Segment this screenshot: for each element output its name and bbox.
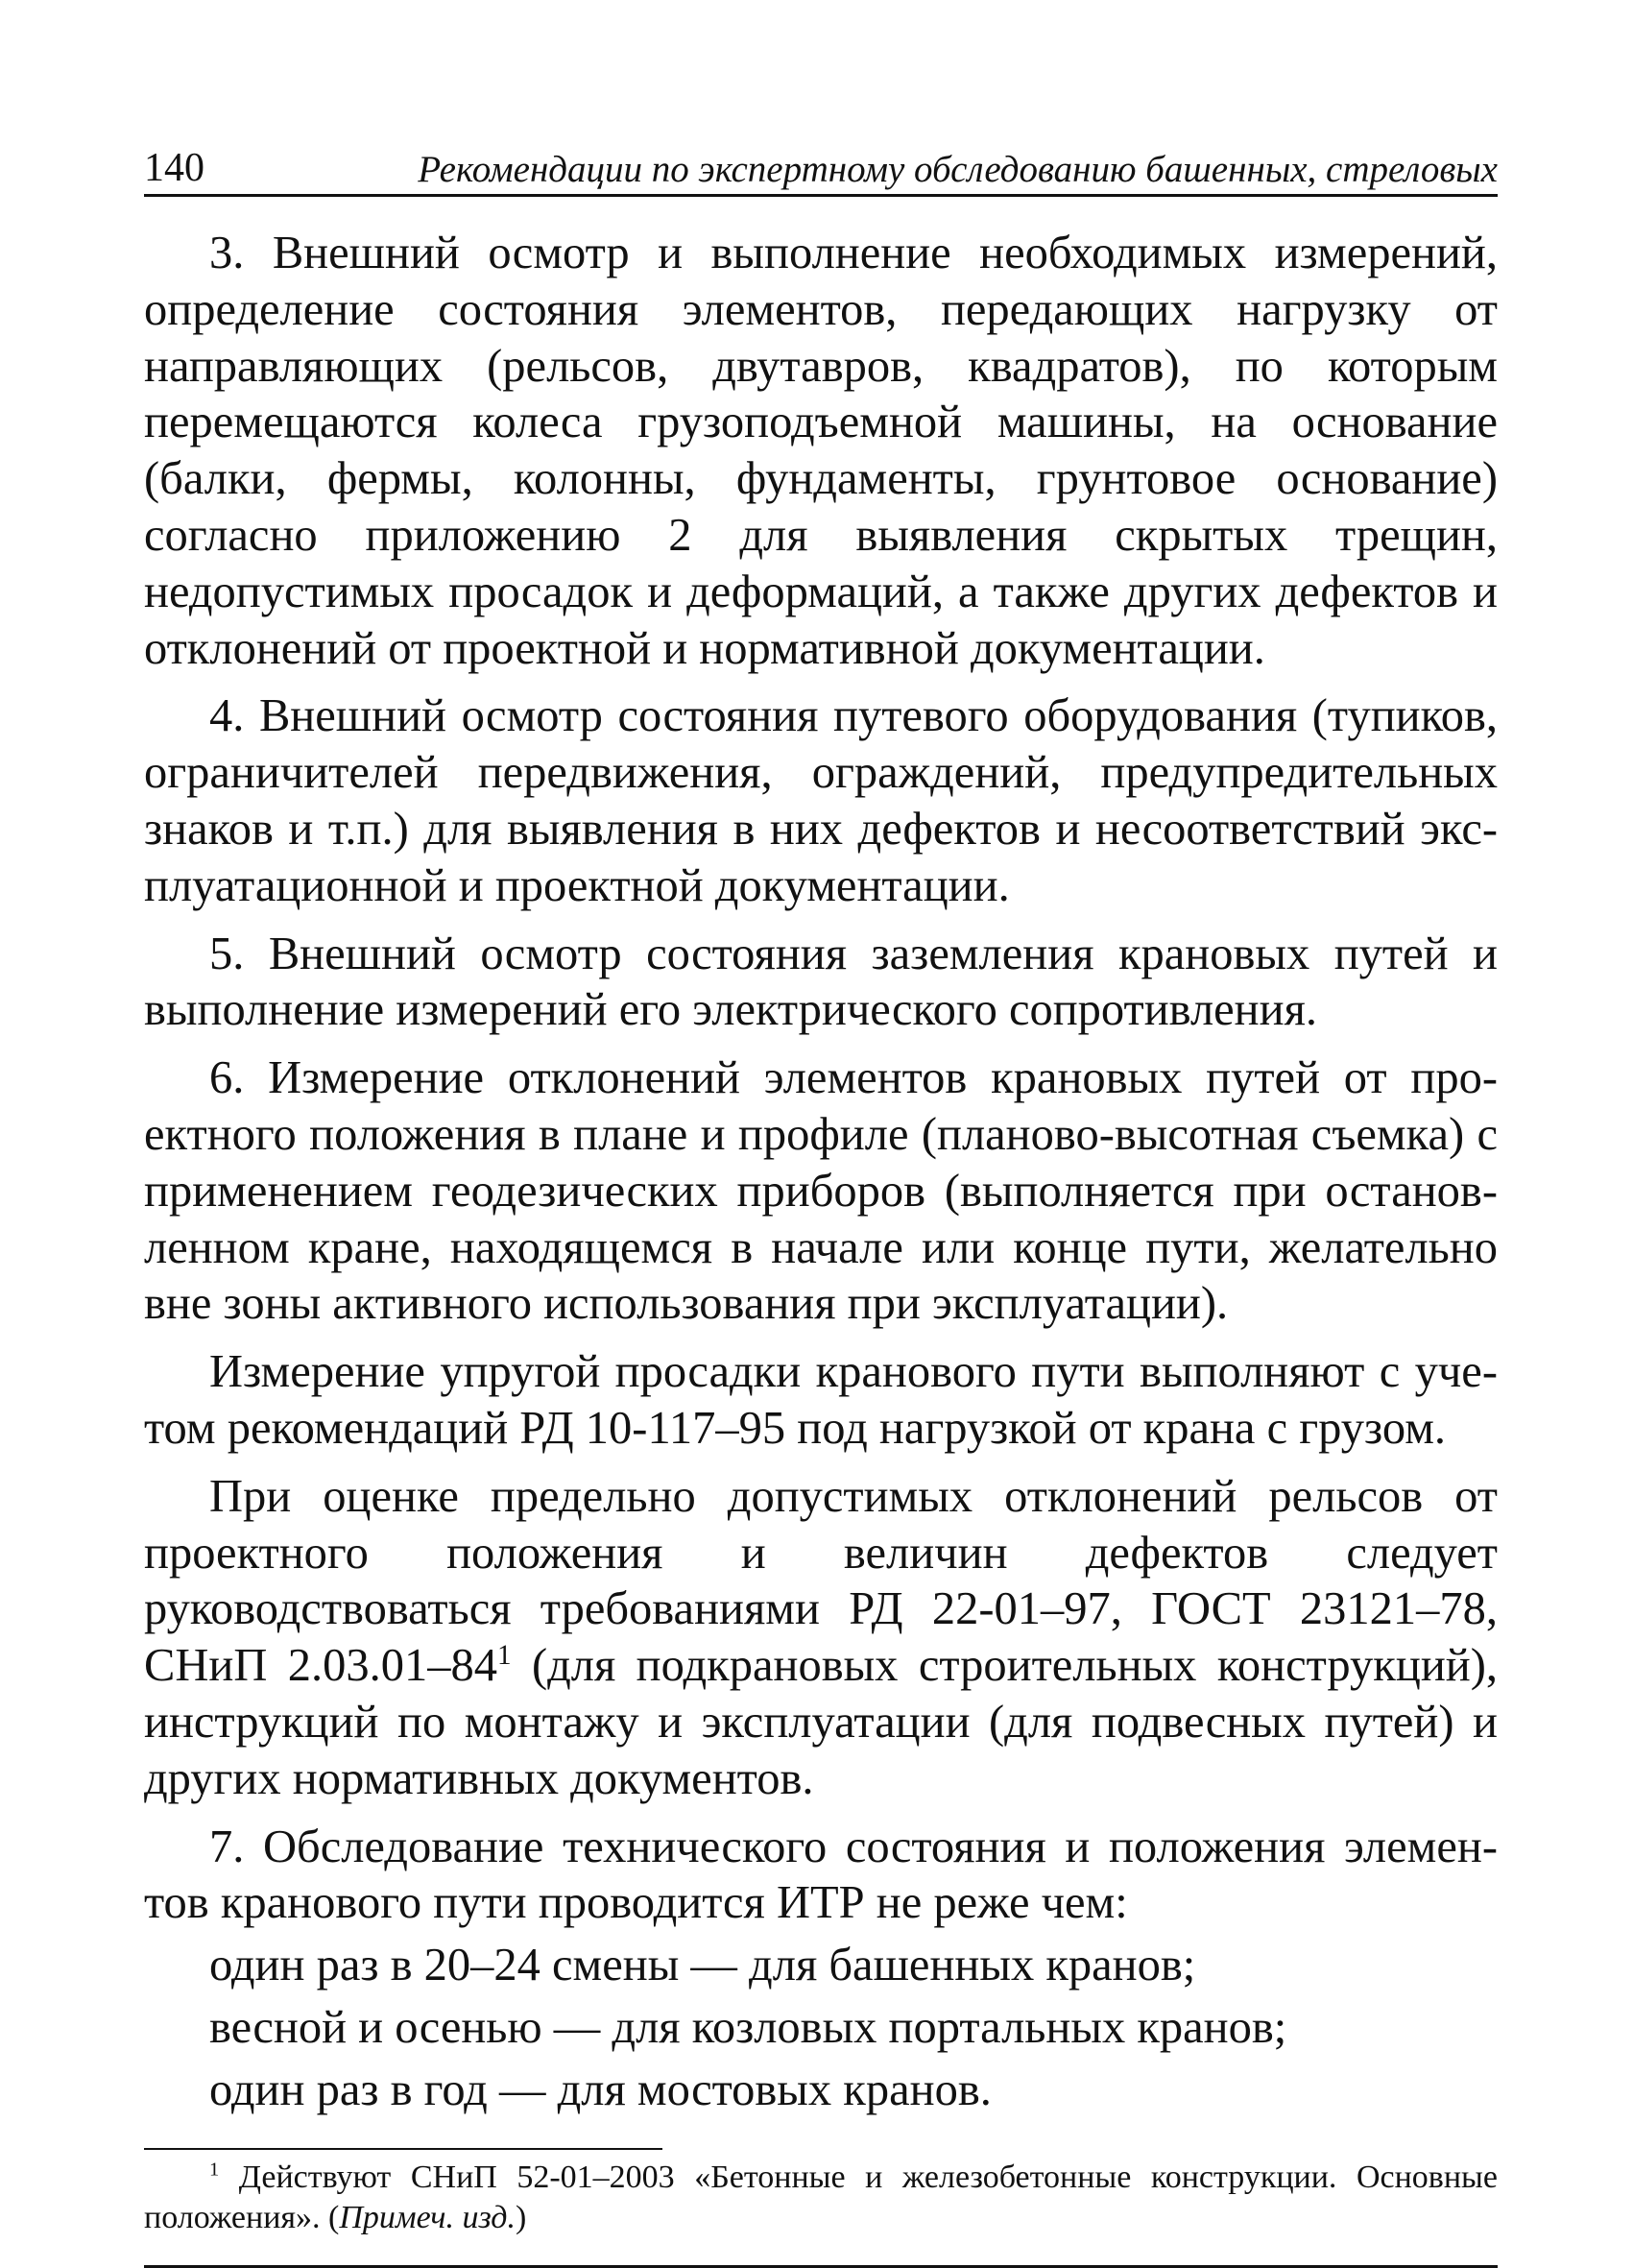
running-head: Рекомендации по экспертному обследованию башенных, стреловых [418,149,1498,190]
paragraph-6: 6. Измерение отклонений элементов крановых путей от проектного положения в плане и профиле (планово-высотная съемка) с применением геодезических приборов (выполняется при остановленном кране, находящемся в начале или конце пути, желательно вне зоны активного использования при эксплуатации). [144,1052,1498,1330]
list-item: один раз в 20–24 смены — для башенных кранов; [209,1940,1196,1991]
footnote-reference: 1 [497,1639,512,1671]
paragraph-tolerances-after: (для подкрановых строительных конструкций), инструкций по монтажу и эксплуатации (для подвесных путей) и других нормативных документов. [144,1640,1498,1804]
list-item: весной и осенью — для козловых портальных кранов; [209,2001,1287,2053]
paragraph-elastic-settlement: Измерение упругой просадки кранового пути выполняют с учетом рекомендаций РД 10-117–95 под нагрузкой от крана с грузом. [144,1346,1498,1454]
footnote-close: ) [516,2199,527,2235]
body-text [144,226,1498,2119]
footnote-publisher-note: Примеч. изд. [339,2199,516,2235]
page-number: 140 [144,146,204,190]
bottom-rule [144,2265,1498,2268]
list-item: один раз в год — для мостовых кранов. [209,2063,992,2115]
paragraph-tolerances [144,1469,1498,1808]
paragraph-5: 5. Внешний осмотр состояния заземления крановых путей и выполнение измерений его электрического сопротивления. [144,928,1498,1036]
paragraph-4: 4. Внешний осмотр состояния путевого оборудования (тупиков, ограничителей передвижения, ограждений, предупредительных знаков и т.п.) для выявления в них дефектов и несоответствий эксплуатационной и проектной документации. [144,690,1498,911]
footnote-text: Действуют СНиП 52-01–2003 «Бетонные и железобетонные конструкции. Основные положения». ( [144,2159,1498,2235]
paragraph-tolerances-before: При оценке предельно допустимых отклонений рельсов от проектного положения и величин дефектов следует руководствоваться требованиями РД 22-01–97, ГОСТ 23121–78, СНиП 2.03.01–84 [144,1470,1498,1692]
paragraph-3: 3. Внешний осмотр и выполнение необходимых измерений, определение состояния элементов, передающих нагрузку от направляющих (рельсов, двутавров, квадратов), по которым перемещаются колеса грузоподъемной машины, на основание (балки, фермы, колонны, фундаменты, грунтовое основание) согласно приложению 2 для выявления скрытых трещин, недопустимых просадок и деформаций, а также других дефектов и отклонений от проектной и нормативной документации. [144,228,1498,674]
page-header [144,134,1498,197]
footnote-separator [144,2148,662,2150]
paragraph-7: 7. Обследование технического состояния и положения элементов кранового пути проводится ИТР не реже чем: [144,1821,1498,1929]
document-page [144,134,1498,2268]
footnote-mark: 1 [209,2159,220,2181]
footnote [144,2158,1498,2238]
